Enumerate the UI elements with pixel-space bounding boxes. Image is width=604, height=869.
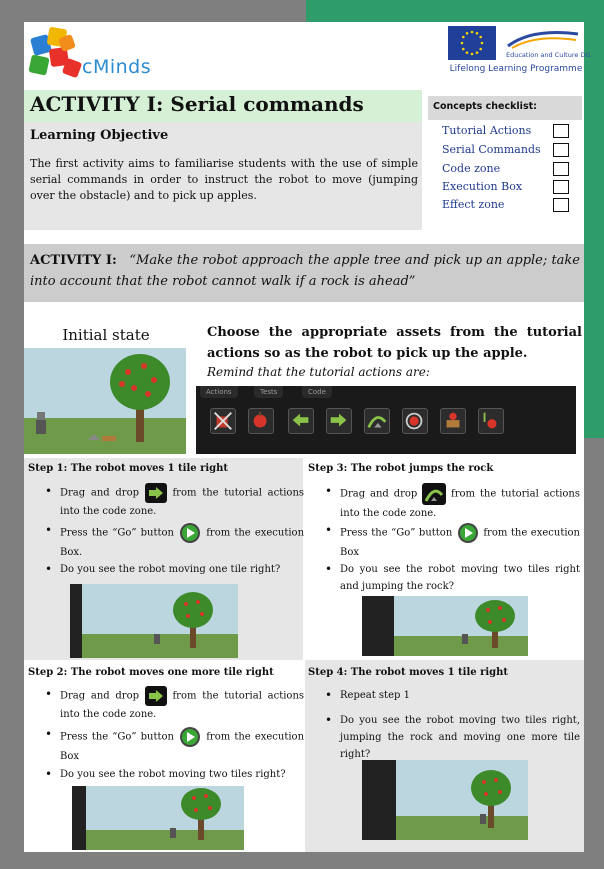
pick-apple-action-icon[interactable] [248, 408, 274, 434]
step-2-screenshot-image [72, 786, 244, 850]
checkbox-effect-zone[interactable] [553, 198, 569, 212]
checklist-item-serial-commands: Serial Commands [442, 143, 541, 156]
step-2-go-post: from the execution Box [60, 731, 305, 762]
jump-icon [422, 483, 446, 505]
step-3-drag-post: from the tutorial actions into the code zone. [340, 488, 581, 519]
activity-task [30, 250, 580, 292]
objective-heading: Learning Objective [30, 128, 169, 143]
step-2-drag-pre: Drag and drop [60, 690, 140, 702]
task-text: “Make the robot approach the apple tree and pick up an apple; take into account that the robot cannot walk if a rock is ahead” [30, 253, 580, 289]
checklist-item-code-zone: Code zone [442, 162, 501, 175]
step-2-bullet-question: • Do you see the robot moving two tiles right? [60, 766, 304, 783]
eu-label: Education and Culture DG [506, 51, 591, 59]
go-button-icon [456, 522, 480, 544]
step-1-go-pre: Press the “Go” button [60, 527, 174, 539]
step-3-bullet-question: • Do you see the robot moving two tiles right and jumping the rock? [340, 561, 580, 595]
checklist-item-execution-box: Execution Box [442, 180, 523, 193]
tab-tests[interactable]: Tests [254, 386, 283, 398]
task-label: ACTIVITY I: [30, 253, 117, 268]
go-button-icon [178, 522, 202, 544]
step-4-screenshot-image [362, 760, 528, 840]
initial-state-scene-image [24, 348, 186, 454]
programme-label: Lifelong Learning Programme [449, 64, 583, 74]
arrow-left-action-icon[interactable] [288, 408, 314, 434]
step-3-bullet-drag [340, 483, 580, 522]
step-3-screenshot-image [362, 596, 528, 656]
step-1-bullet-drag [60, 483, 304, 520]
step-3-bullet-go [340, 522, 580, 561]
crossed-tile-action-icon[interactable] [210, 408, 236, 434]
apple-rotate-action-icon[interactable] [402, 408, 428, 434]
basket-action-icon[interactable] [440, 408, 466, 434]
tab-code[interactable]: Code [302, 386, 332, 398]
instruction-text: Choose the appropriate assets from the tutorial actions so as the robot to pick up the apple. [207, 325, 582, 361]
step-2-bullet-go [60, 726, 304, 765]
initial-state-title: Initial state [62, 326, 150, 344]
drop-apple-action-icon[interactable] [478, 408, 504, 434]
go-button-icon [178, 726, 202, 748]
step-1-go-post: from the execution Box. [60, 527, 305, 558]
step-1-drag-pre: Drag and drop [60, 487, 140, 499]
checkbox-tutorial-actions[interactable] [553, 124, 569, 138]
step-2-title: Step 2: The robot moves one more tile right [28, 667, 274, 678]
step-3-go-post: from the execution Box [340, 527, 580, 558]
checklist-item-tutorial-actions: Tutorial Actions [442, 124, 532, 137]
step-2-drag-post: from the tutorial actions into the code zone. [60, 690, 305, 720]
step-3-title: Step 3: The robot jumps the rock [308, 463, 494, 474]
jump-action-icon[interactable] [364, 408, 390, 434]
arrow-right-icon [145, 483, 167, 503]
step-3-drag-pre: Drag and drop [340, 488, 418, 500]
step-4-bullet-repeat: • Repeat step 1 [340, 687, 580, 704]
step-4-title: Step 4: The robot moves 1 tile right [308, 667, 509, 678]
step-1-drag-post: from the tutorial actions into the code zone. [60, 487, 305, 517]
education-culture-logo-icon [502, 26, 591, 60]
checklist-heading: Concepts checklist: [433, 101, 537, 112]
step-2-go-pre: Press the “Go” button [60, 731, 174, 743]
tab-actions[interactable]: Actions [200, 386, 238, 398]
page-title: ACTIVITY I: Serial commands [30, 92, 364, 116]
logo-text: cMinds [82, 56, 152, 78]
arrow-right-action-icon[interactable] [326, 408, 352, 434]
tutorial-actions-toolbar [196, 386, 576, 454]
objective-text: The first activity aims to familiarise students with the use of simple serial commands in order to instruct the robot to move (jumping over the obstacle) and to pick up apples. [30, 157, 418, 202]
checkbox-serial-commands[interactable] [553, 143, 569, 157]
step-1-screenshot-image [70, 584, 238, 658]
step-1-bullet-question: • Do you see the robot moving one tile right? [60, 561, 304, 578]
checklist-item-effect-zone: Effect zone [442, 198, 505, 211]
arrow-right-icon [145, 686, 167, 706]
step-1-title: Step 1: The robot moves 1 tile right [28, 463, 229, 474]
remind-text: Remind that the tutorial actions are: [207, 365, 430, 379]
step-4-bullet-question: • Do you see the robot moving two tiles right, jumping the rock and moving one more tile right? [340, 712, 580, 763]
eu-flag-icon [448, 26, 496, 60]
checkbox-execution-box[interactable] [553, 180, 569, 194]
step-3-go-pre: Press the “Go” button [340, 527, 453, 539]
checkbox-code-zone[interactable] [553, 162, 569, 176]
step-2-bullet-drag [60, 686, 304, 723]
step-1-bullet-go [60, 522, 304, 561]
